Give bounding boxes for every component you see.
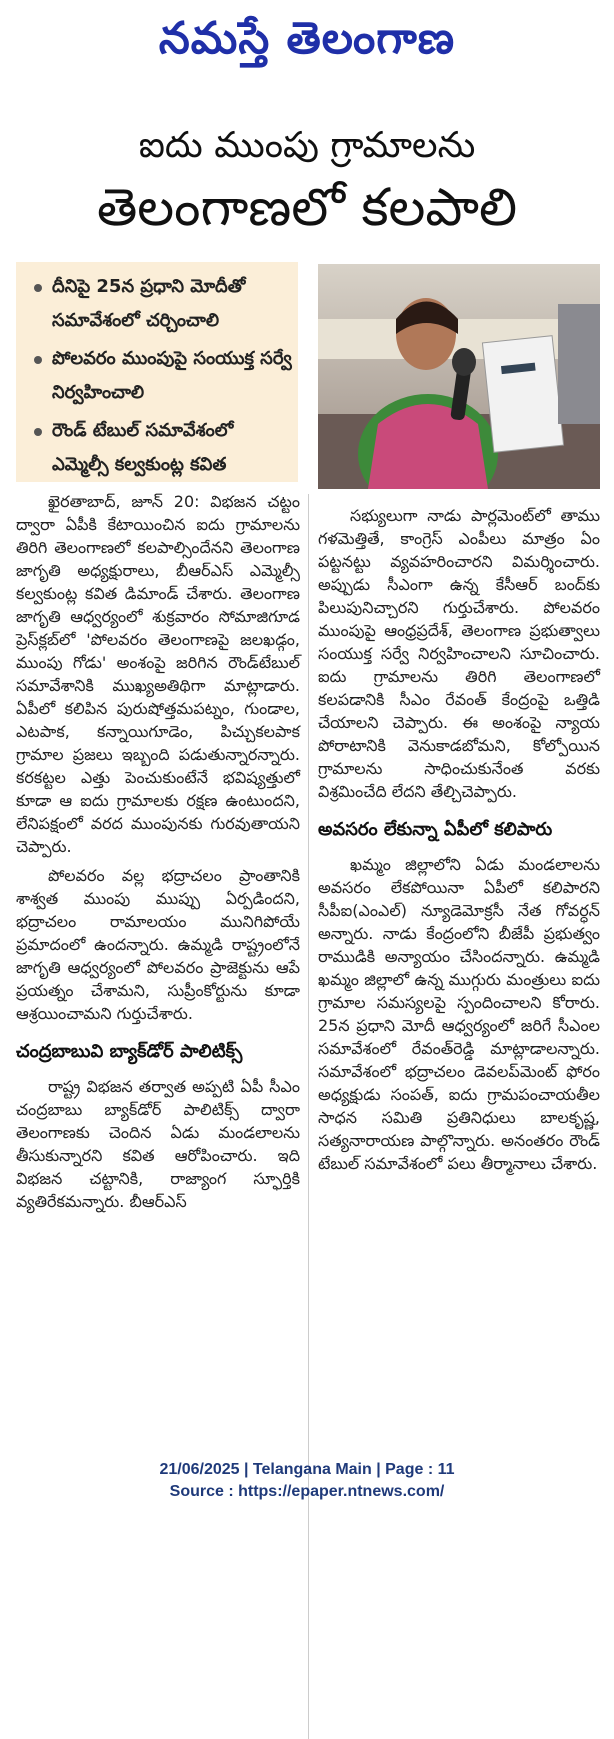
headline-line-2: తెలంగాణలో కలపాలి	[96, 178, 518, 238]
article-subhead: చంద్రబాబువి బ్యాక్‌డోర్ పాలిటిక్స్	[16, 1041, 243, 1062]
masthead-logo: నమస్తే తెలంగాణ	[158, 13, 456, 64]
highlight-text: దీనిపై 25న ప్రధాని మోదీతో సమావేశంలో చర్చించాలి	[52, 276, 246, 331]
highlight-item	[26, 270, 292, 338]
bullet-icon	[34, 356, 42, 364]
article-column-left	[16, 490, 300, 1219]
article-paragraph: సభ్యులుగా నాడు పార్లమెంట్‌లో తాము గళమెత్తితే, కాంగ్రెస్ ఎంపీలు మాత్రం ఏం పట్టనట్టు వ్యవహరించారని విమర్శించారు. అప్పుడు సీఎంగా ఉన్న కేసీఆర్ బంద్‌కు పిలుపునిచ్చారని గుర్తుచేశారు. పోలవరం ముంపుపై ఆంధ్రప్రదేశ్, తెలంగాణ ప్రభుత్వాలు సంయుక్త సర్వే నిర్వహించాలని సూచించారు. ఐదు గ్రామాలను తిరిగి తెలంగాణలో కలపడానికి సీఎం రేవంత్ కేంద్రంపై ఒత్తిడి చేయాలని చెప్పారు. ఈ అంశంపై న్యాయ పోరాటానికి వెనుకాడబోమని, కోల్పోయిన గ్రామాలను సాధించుకునేంత వరకు విశ్రమించేది లేదని తేల్చిచెప్పారు.	[318, 506, 600, 801]
highlight-item	[26, 342, 292, 410]
highlights-box	[16, 262, 298, 482]
footer-source-link[interactable]: Source : https://epaper.ntnews.com/	[169, 1483, 445, 1500]
highlight-text: రౌండ్ టేబుల్ సమావేశంలో ఎమ్మెల్సీ కల్వకుంట్ల కవిత	[52, 420, 234, 475]
article-paragraph: ఖమ్మం జిల్లాలోని ఏడు మండలాలను అవసరం లేకపోయినా ఏపీలో కలిపారని సీపీఐ(ఎంఎల్) న్యూడెమోక్రసీ నేత గోవర్ధన్ అన్నారు. నాడు కేంద్రంలోని బీజేపీ ప్రభుత్వం రాముడికి అన్యాయం చేసిందన్నారు. ఉమ్మడి ఖమ్మం జిల్లాలో ఉన్న ముగ్గురు మంత్రులు ఐదు గ్రామాల సమస్యలపై స్పందించాలని కోరారు. 25న ప్రధాని మోదీ ఆధ్వర్యంలో జరిగే సీఎంల సమావేశంలో రేవంత్‌రెడ్డి మాట్లాడాలన్నారు. సమావేశంలో భద్రాచలం డెవలప్‌మెంట్ ఫోరం అధ్యక్షుడు సంపత్, ఐదు గ్రామపంచాయతీల సాధన సమితి ప్రతినిధులు బాలకృష్ణ, సత్యనారాయణ పాల్గొన్నారు. అనంతరం రౌండ్ టేబుల్ సమావేశంలో పలు తీర్మానాలు చేశారు.	[318, 855, 600, 1173]
footer-date-line: 21/06/2025 | Telangana Main | Page : 11	[159, 1461, 455, 1478]
article-photo	[318, 264, 600, 489]
article-column-right	[318, 504, 600, 1181]
page-footer	[0, 1459, 614, 1503]
article-paragraph: రాష్ట్ర విభజన తర్వాత అప్పటి ఏపీ సీఎం చంద్రబాబు బ్యాక్‌డోర్ పాలిటిక్స్ ద్వారా తెలంగాణకు చెందిన ఏడు మండలాలను తీసుకున్నారని కవిత ఆరోపించారు. ఇది విభజన చట్టానికి, రాజ్యాంగ స్ఫూర్తికి వ్యతిరేకమన్నారు. బీఆర్ఎస్	[16, 1077, 300, 1211]
highlight-text: పోలవరం ముంపుపై సంయుక్త సర్వే నిర్వహించాలి	[52, 348, 292, 403]
headline-line-1: ఐదు ముంపు గ్రామాలను	[138, 125, 476, 166]
article-paragraph: ఖైరతాబాద్, జూన్ 20: విభజన చట్టం ద్వారా ఏపీకి కేటాయించిన ఐదు గ్రామాలను తిరిగి తెలంగాణలో కలపాల్సిందేనని తెలంగాణ జాగృతి అధ్యక్షురాలు, బీఆర్ఎస్ ఎమ్మెల్సీ కల్వకుంట్ల కవిత డిమాండ్ చేశారు. తెలంగాణ జాగృతి ఆధ్వర్యంలో శుక్రవారం సోమాజిగూడ ప్రెస్‌క్లబ్‌లో 'పోలవరం తెలంగాణపై జలఖడ్గం, ముంపు గోడు' అంశంపై జరిగిన రౌండ్‌టేబుల్ సమావేశానికి ముఖ్యఅతిథిగా మాట్లాడారు. ఏపీలో కలిపిన పురుషోత్తమపట్నం, గుండాల, ఎటపాక, కన్నాయిగూడెం, పిచ్చుకలపాక గ్రామాల ప్రజలు ఇబ్బంది పడుతున్నారన్నారు. కరకట్టల ఎత్తు పెంచుకుంటేనే భవిష్యత్తులో కూడా ఆ ఐదు గ్రామాలకు రక్షణ ఉంటుందని, లేనిపక్షంలో వరద ముంపునకు గురవుతాయని చెప్పారు.	[16, 492, 300, 856]
column-divider	[308, 494, 309, 1739]
highlight-item	[26, 414, 292, 482]
article-subhead: అవసరం లేకున్నా ఏపీలో కలిపారు	[318, 819, 553, 840]
bullet-icon	[34, 284, 42, 292]
photo-icon	[318, 264, 600, 489]
bullet-icon	[34, 428, 42, 436]
article-paragraph: పోలవరం వల్ల భద్రాచలం ప్రాంతానికి శాశ్వత ముంపు ముప్పు ఏర్పడిందని, భద్రాచలం రామాలయం మునిగిపోయే ప్రమాదంలో ఉందన్నారు. ఉమ్మడి రాష్ట్రంలోనే జాగృతి ఆధ్వర్యంలో పోలవరం ప్రాజెక్టును ఆపే ప్రయత్నం చేశామని, సుప్రీంకోర్టును కూడా ఆశ్రయించామని గుర్తుచేశారు.	[16, 866, 300, 1023]
